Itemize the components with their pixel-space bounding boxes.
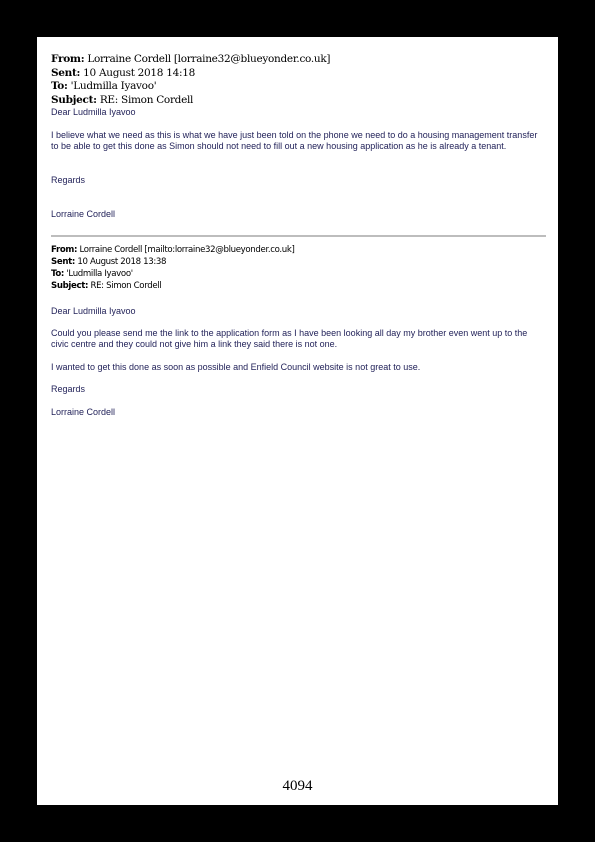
email1-to: 'Ludmilla Iyavoo' [70, 80, 157, 92]
email1-signature: Lorraine Cordell [51, 209, 116, 219]
email1-to-line: To: 'Ludmilla Iyavoo' [51, 80, 157, 92]
email2-from-line: From: Lorraine Cordell [mailto:lorraine32@blueyonder.co.uk] [51, 245, 295, 255]
email1-subject: RE: Simon Cordell [99, 93, 194, 106]
email1-greeting: Dear Ludmilla Iyavoo [51, 107, 136, 117]
email2-body-paragraph-1: Could you please send me the link to the application form as I have been looking all day my brother even went up to the civic centre and they could not give him a link they said there is not one. [51, 328, 528, 349]
email1-from-line: From: Lorraine Cordell [lorraine32@blueyonder.co.uk] [51, 53, 331, 65]
email2-to: 'Ludmilla Iyavoo' [66, 269, 133, 279]
email1-subject-line: Subject: RE: Simon Cordell [51, 93, 194, 106]
email2-to-line: To: 'Ludmilla Iyavoo' [51, 269, 133, 279]
email1-header [51, 53, 330, 107]
email2-subject: RE: Simon Cordell [90, 281, 162, 291]
email1-sent: 10 August 2018 14:18 [83, 66, 195, 79]
email2-signature: Lorraine Cordell [51, 407, 116, 417]
email2-signoff: Regards [51, 384, 86, 394]
email2-subject-line: Subject: RE: Simon Cordell [51, 281, 162, 291]
email1-signoff: Regards [51, 175, 86, 185]
page-number: 4094 [282, 778, 313, 794]
email2-sent: 10 August 2018 13:38 [77, 257, 167, 267]
email1-sent-line: Sent: 10 August 2018 14:18 [51, 66, 195, 79]
email2-body-paragraph-2: I wanted to get this done as soon as possible and Enfield Council website is not great to use. [51, 362, 421, 372]
email2-greeting: Dear Ludmilla Iyavoo [51, 306, 136, 316]
email1-body: I believe what we need as this is what we have just been told on the phone we need to do a housing management transfer to be able to get this done as Simon should not need to fill out a new housing application as he is already a tenant. [51, 130, 538, 151]
email1-from: Lorraine Cordell [lorraine32@blueyonder.co.uk] [87, 53, 331, 65]
email2-sent-line: Sent: 10 August 2018 13:38 [51, 257, 167, 267]
document-page [37, 37, 558, 805]
email2-from: Lorraine Cordell [mailto:lorraine32@blueyonder.co.uk] [79, 245, 295, 255]
email2-header [51, 244, 294, 292]
email-divider [51, 235, 546, 237]
